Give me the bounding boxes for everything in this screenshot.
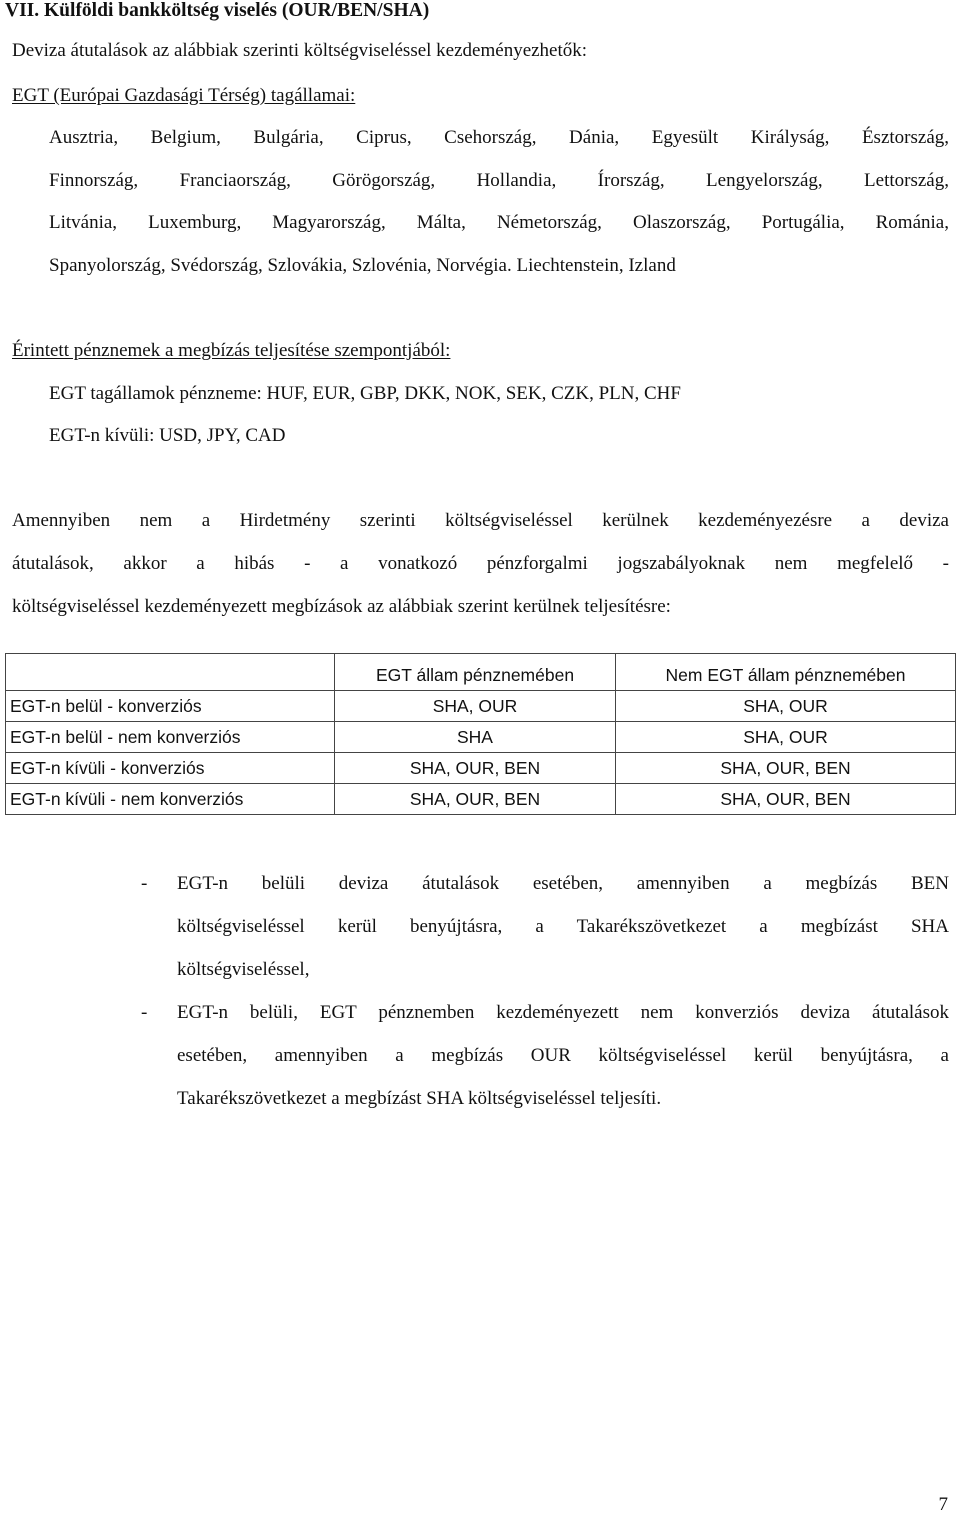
bullet-dash: - (141, 1002, 148, 1023)
table-cell: EGT-n kívüli - konverziós (6, 753, 335, 784)
countries-line: Ausztria, Belgium, Bulgária, Ciprus, Csehország, Dánia, Egyesült Királyság, Észtország, (49, 127, 949, 148)
countries-line: Litvánia, Luxemburg, Magyarország, Málta, Németország, Olaszország, Portugália, Románia, (49, 212, 949, 233)
paragraph-line: Amennyiben nem a Hirdetmény szerinti költségviseléssel kerülnek kezdeményezésre a deviza (12, 510, 949, 531)
currencies-label: Érintett pénznemek a megbízás teljesítése szempontjából: (12, 340, 451, 361)
table-header-cell: EGT állam pénznemében (335, 654, 616, 691)
paragraph-line: átutalások, akkor a hibás - a vonatkozó pénzforgalmi jogszabályoknak nem megfelelő - (12, 553, 949, 574)
countries-line: Finnország, Franciaország, Görögország, Hollandia, Írország, Lengyelország, Lettország, (49, 170, 949, 191)
egt-currencies: EGT tagállamok pénzneme: HUF, EUR, GBP, DKK, NOK, SEK, CZK, PLN, CHF (49, 383, 681, 404)
table-header-cell (6, 654, 335, 691)
bullet-line: EGT-n belüli, EGT pénznemben kezdeményezett nem konverziós deviza átutalások (177, 1002, 949, 1023)
table-cell: SHA, OUR, BEN (335, 784, 616, 815)
table-cell: SHA, OUR, BEN (616, 784, 956, 815)
cost-bearing-table (5, 653, 956, 815)
table-cell: EGT-n belül - konverziós (6, 691, 335, 722)
bullet-line: költségviseléssel kerül benyújtásra, a Takarékszövetkezet a megbízást SHA (177, 916, 949, 937)
table-cell: EGT-n belül - nem konverziós (6, 722, 335, 753)
table-header-cell: Nem EGT állam pénznemében (616, 654, 956, 691)
section-heading: VII. Külföldi bankköltség viselés (OUR/BEN/SHA) (5, 0, 430, 21)
table-row (6, 722, 956, 753)
table-cell: SHA, OUR (335, 691, 616, 722)
bullet-dash: - (141, 873, 148, 894)
non-egt-currencies: EGT-n kívüli: USD, JPY, CAD (49, 425, 286, 446)
intro-text: Deviza átutalások az alábbiak szerinti költségviseléssel kezdeményezhetők: (12, 40, 588, 61)
table-header-row (6, 654, 956, 691)
table-cell: SHA, OUR (616, 691, 956, 722)
table-cell: EGT-n kívüli - nem konverziós (6, 784, 335, 815)
table-cell: SHA, OUR, BEN (616, 753, 956, 784)
table-cell: SHA, OUR (616, 722, 956, 753)
paragraph-line: költségviseléssel kezdeményezett megbízások az alábbiak szerint kerülnek teljesítésre: (12, 596, 671, 617)
egt-label: EGT (Európai Gazdasági Térség) tagállamai: (12, 85, 356, 106)
table-cell: SHA (335, 722, 616, 753)
bullet-line: költségviseléssel, (177, 959, 310, 980)
bullet-line: esetében, amennyiben a megbízás OUR költségviseléssel kerül benyújtásra, a (177, 1045, 949, 1066)
table-row (6, 691, 956, 722)
table-row (6, 784, 956, 815)
bullet-line: Takarékszövetkezet a megbízást SHA költségviseléssel teljesíti. (177, 1088, 662, 1109)
table-cell: SHA, OUR, BEN (335, 753, 616, 784)
bullet-line: EGT-n belüli deviza átutalások esetében, amennyiben a megbízás BEN (177, 873, 949, 894)
page-number: 7 (938, 1494, 948, 1515)
countries-line: Spanyolország, Svédország, Szlovákia, Szlovénia, Norvégia. Liechtenstein, Izland (49, 255, 676, 276)
table-row (6, 753, 956, 784)
